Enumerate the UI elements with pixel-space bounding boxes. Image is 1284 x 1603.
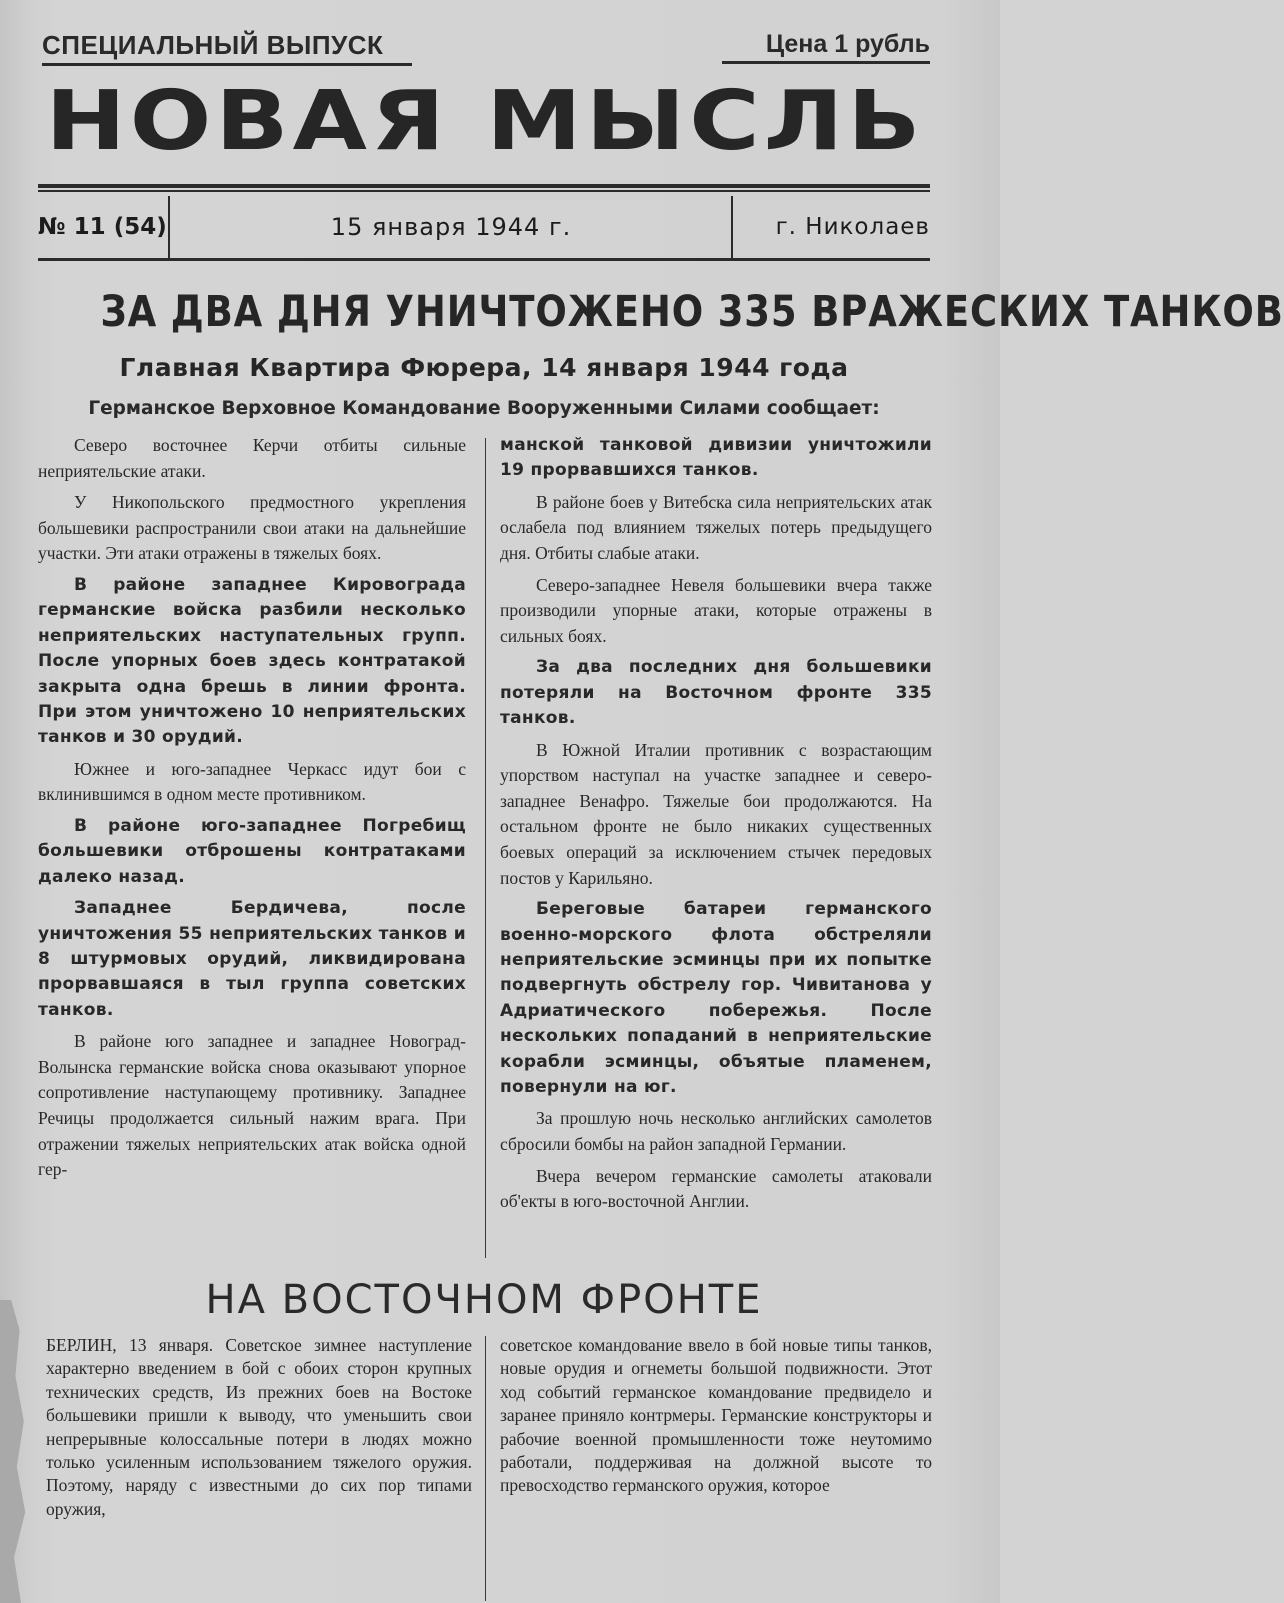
article2-column-left [46,1334,472,1521]
column-divider [485,438,486,1258]
paragraph: В районе боев у Витебска сила неприятельских атак ослабела под влиянием тяжелых потерь предыдущего дня. Отбиты слабые атаки. [500,491,932,563]
paragraph: Вчера вечером германские самолеты атаковали об'екты в юго-восточной Англии. [500,1165,932,1212]
paragraph-bold: Береговые батареи германского военно-морского флота обстреляли неприятельские эсминцы при их попытке подвергнуть обстрелу гор. Чивитанова у Адриатического побережья. После нескольких попаданий в неприятельские корабли эсминцы, объятые пламенем, повернули на юг. [500,899,932,1097]
lead-source: Германское Верховное Командование Вооруженными Силами сообщает: [88,398,880,419]
masthead-rule-thin [38,190,930,192]
paragraph: У Никопольского предмостного укрепления большевики распространили свои атаки на дальнейшие участки. Эти атаки отражены в тяжелых боях. [38,492,466,564]
paragraph-bold: Западнее Бердичева, после уничтожения 55 неприятельских танков и 8 штурмовых орудий, ликвидирована прорвавшаяся в тыл группа советских танков. [38,898,466,1020]
paragraph-bold: За два последних дня большевики потеряли на Восточном фронте 335 танков. [500,657,932,729]
lead-headline: ЗА ДВА ДНЯ УНИЧТОЖЕНО 335 ВРАЖЕСКИХ ТАНКОВ [100,287,1284,337]
price-label: Цена 1 рубль [722,30,930,64]
masthead-rule-top [38,184,930,188]
article-column-right [500,433,932,1221]
paragraph: В районе юго западнее и западнее Новоград-Волынска германские войска снова оказывают упорное сопротивление наступающему противнику. Западнее Речицы продолжается сильный нажим врага. При отражении тяжелых неприятельских атак войска одной гер- [38,1031,466,1180]
paragraph: Южнее и юго-западнее Черкасс идут бои с вклинившимся в одном месте противником. [38,758,466,805]
column-divider [485,1336,486,1601]
paragraph: Северо-западнее Невеля большевики вчера также производили упорные атаки, которые отражены в сильных боях. [500,574,932,646]
paragraph: советское командование ввело в бой новые типы танков, новые орудия и огнеметы большой подвижности. Этот ход событий германское командование предвидело и заранее приняло контрмеры. Германские конструкторы и рабочие военной промышленности тоже неутомимо работали, поддерживая на должной высоте то превосходство германского оружия, которое [500,1335,932,1496]
info-separator [731,196,733,258]
issue-number: № 11 (54) [38,214,167,240]
info-rule-bottom [38,258,930,261]
lead-dateline: Главная Квартира Фюрера, 14 января 1944 года [119,353,849,382]
paragraph: БЕРЛИН, 13 января. Советское зимнее наступление характерно введением в бой с обоих сторон крупных технических средств, Из прежних боев на Востоке большевики пришли к выводу, что уменьшить свои непрерывные колоссальные потери в людях можно только усиленным использованием тяжелого оружия. Поэтому, наряду с известными до сих пор типами оружия, [46,1335,472,1519]
paragraph-bold: манской танковой дивизии уничтожили 19 прорвавшихся танков. [500,435,932,481]
paragraph: Северо восточнее Керчи отбиты сильные неприятельские атаки. [38,435,466,481]
info-separator [168,196,170,258]
special-issue-label: СПЕЦИАЛЬНЫЙ ВЫПУСК [42,30,412,66]
paragraph-bold: В районе юго-западнее Погребищ большевики отброшены контратаками далеко назад. [38,816,466,887]
paragraph: В Южной Италии противник с возрастающим упорством наступал на участке западнее и северо-западнее Венафро. Тяжелые бои продолжаются. На остальном фронте не было никаких существенных боевых операций за исключением стычек передовых постов у Карильяно. [500,739,932,888]
torn-edge [0,1300,28,1603]
paragraph-bold: В районе западнее Кировограда германские войска разбили несколько неприятельских наступательных групп. После упорных боев здесь контратакой закрыта одна брешь в линии фронта. При этом уничтожено 10 неприятельских танков и 30 орудий. [38,574,466,748]
article-column-left [38,433,466,1189]
section-title: НА ВОСТОЧНОМ ФРОНТЕ [205,1277,763,1323]
paragraph: За прошлую ночь несколько английских самолетов сбросили бомбы на район западной Германии. [500,1108,932,1154]
masthead-title: НОВАЯ МЫСЛЬ [45,73,925,169]
issue-city: г. Николаев [775,214,930,240]
issue-date: 15 января 1944 г. [330,213,572,241]
article2-column-right [500,1334,932,1498]
